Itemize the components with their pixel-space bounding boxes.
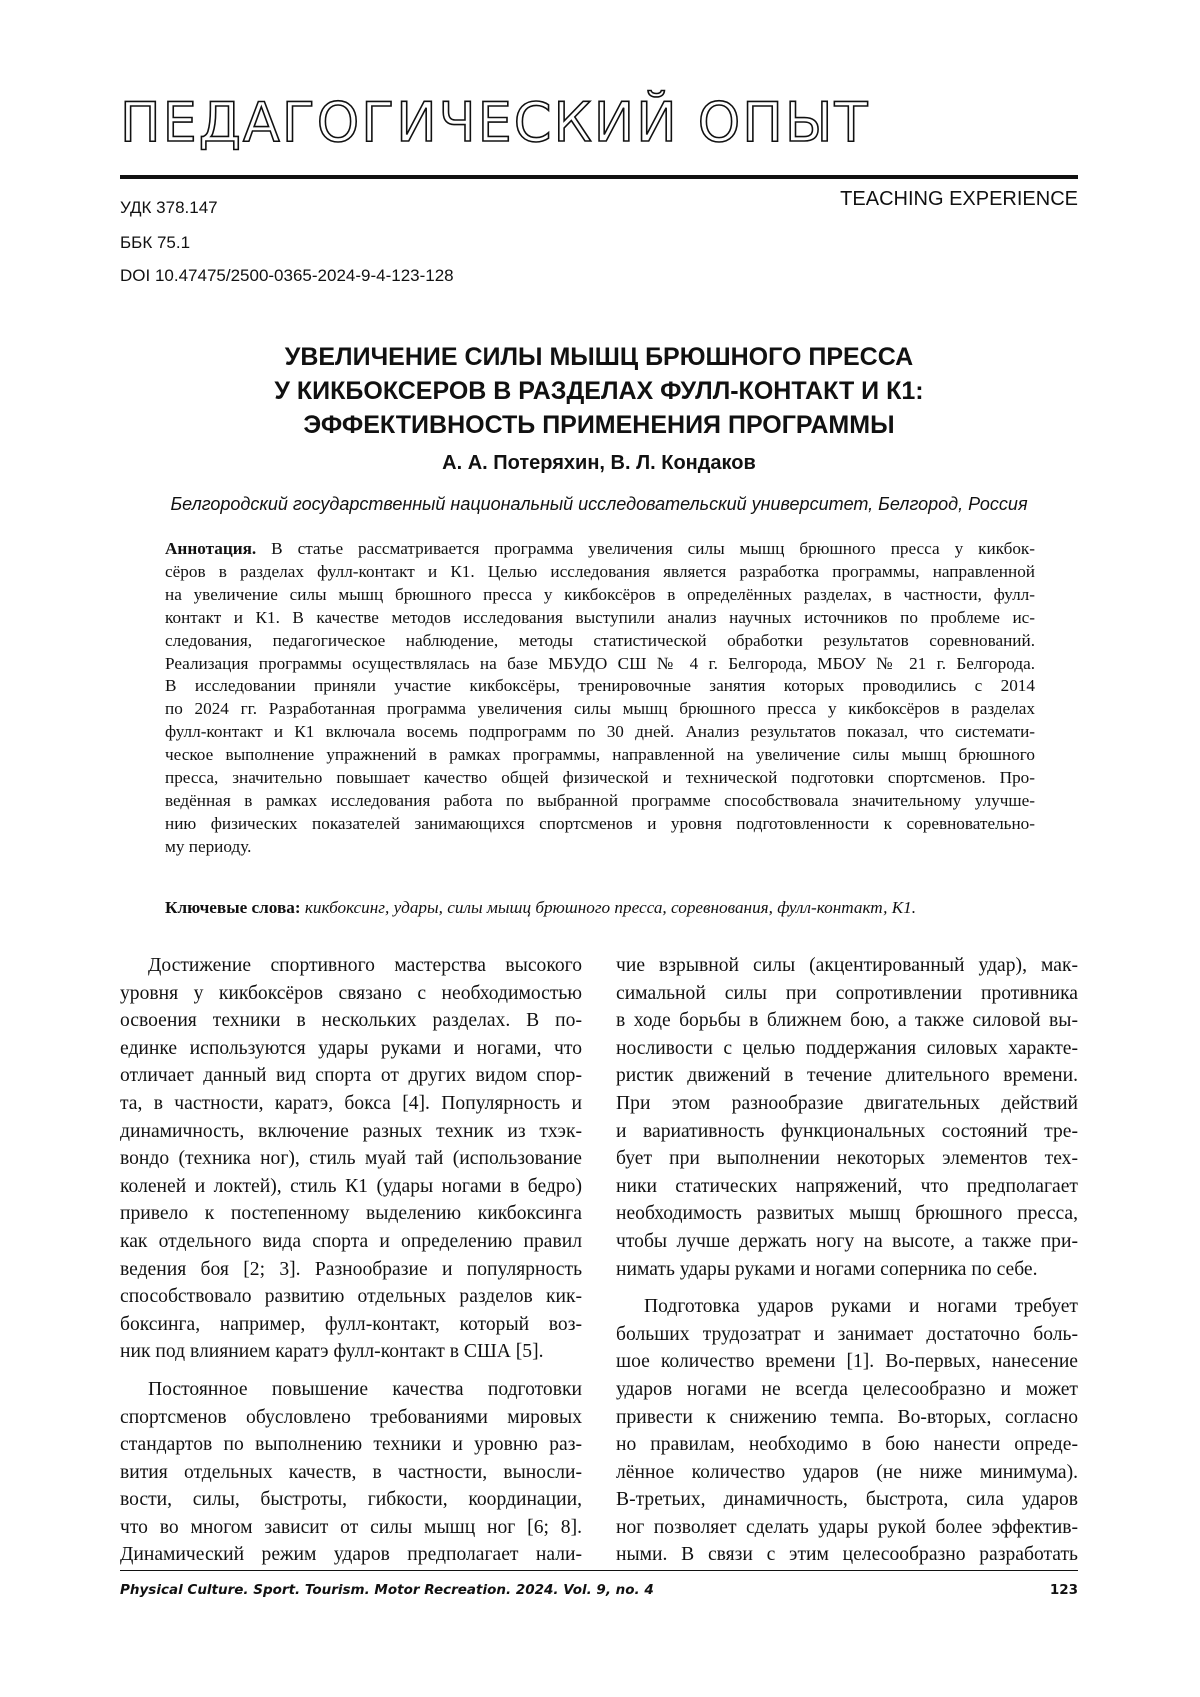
body-line: бует при выполнении некоторых элементов тех- — [616, 1148, 1078, 1170]
abstract-line: ведённая в рамках исследования работа по выбранной программе способствовала значительному улучше- — [165, 790, 1035, 810]
keywords-text: кикбоксинг, удары, силы мышц брюшного пресса, соревнования, фулл-контакт, К1. — [300, 898, 917, 917]
keywords-label: Ключевые слова: — [165, 898, 301, 917]
abstract-line: ческое выполнение упражнений в рамках программы, направленной на увеличение силы мышц брюшного — [165, 745, 1035, 765]
abstract-line: фулл-контакт и К1 включала восемь подпрограмм по 30 дней. Анализ результатов показал, что системати- — [165, 722, 1035, 742]
body-line: та, в частности, каратэ, бокса [4]. Популярность и — [120, 1092, 582, 1114]
abstract-line: по 2024 гг. Разработанная программа увеличения силы мышц брюшного пресса у кикбоксёров в разделах — [165, 699, 1035, 719]
abstract-line: сёров в разделах фулл-контакт и К1. Целью исследования является разработка программы, направленной — [165, 561, 1035, 581]
body-line: лённое количество ударов (не ниже минимума). — [616, 1461, 1078, 1483]
body-line: ными. В связи с этим целесообразно разработать — [616, 1544, 1078, 1566]
abstract-label: Аннотация. — [165, 539, 257, 558]
body-column-right — [616, 952, 1078, 1569]
abstract — [165, 538, 1035, 859]
authors: А. А. Потеряхин, В. Л. Кондаков — [442, 452, 756, 474]
article-title — [120, 340, 1078, 442]
body-line: ударов ногами не всегда целесообразно и может — [616, 1378, 1078, 1400]
abstract-line: пресса, значительно повышает качество общей физической и технической подготовки спортсменов. Про- — [165, 768, 1035, 788]
body-line: стандартов по выполнению техники и уровню раз- — [120, 1434, 582, 1456]
abstract-line: на увеличение силы мышц брюшного пресса у кикбоксёров в определённых разделах, в частности, фулл- — [165, 584, 1035, 604]
doi: DOI 10.47475/2500-0365-2024-9-4-123-128 — [120, 266, 454, 285]
abstract-line: му периоду. — [165, 836, 252, 856]
body-line: ник под влиянием каратэ фулл-контакт в США [5]. — [120, 1341, 544, 1363]
body-line: уровня у кикбоксёров связано с необходимостью — [120, 982, 582, 1004]
abstract-line: В исследовании приняли участие кикбоксёры, тренировочные занятия которых проводились с 2014 — [165, 676, 1035, 696]
section-title: ПЕДАГОГИЧЕСКИЙ ОПЫТ — [120, 91, 870, 154]
body-line: в ходе борьбы в ближнем бою, а также силовой вы- — [616, 1010, 1078, 1032]
body-line: отличает данный вид спорта от других видом спор- — [120, 1065, 582, 1087]
body-line: шое количество времени [1]. Во-первых, нанесение — [616, 1351, 1078, 1373]
body-line: коленей и локтей), стиль К1 (удары ногами в бедро) — [120, 1175, 582, 1197]
body-line: привело к постепенному выделению кикбоксинга — [120, 1203, 582, 1225]
body-line: что во многом зависит от силы мышц ног [6; 8]. — [120, 1516, 582, 1538]
body-line: боксинга, например, фулл-контакт, который воз- — [120, 1313, 582, 1335]
body-line: Постоянное повышение качества подготовки — [148, 1378, 582, 1400]
body-line: Динамический режим ударов предполагает нали- — [120, 1544, 582, 1566]
body-line: вости, силы, быстроты, гибкости, координации, — [120, 1489, 582, 1511]
body-line: нимать удары руками и ногами соперника по себе. — [616, 1258, 1038, 1280]
udk-code: УДК 378.147 — [120, 198, 218, 217]
body-line: вондо (техника ног), стиль муай тай (использование — [120, 1148, 582, 1170]
body-line: вития отдельных качеств, в частности, выносли- — [120, 1461, 582, 1483]
abstract-line: следования, педагогическое наблюдение, методы статистической обработки результатов соревнований. — [165, 630, 1035, 650]
footer-rule — [120, 1570, 1078, 1571]
body-line: больших трудозатрат и занимает достаточно боль- — [616, 1323, 1078, 1345]
body-line: чие взрывной силы (акцентированный удар), мак- — [616, 955, 1078, 976]
title-line: У КИКБОКСЕРОВ В РАЗДЕЛАХ ФУЛЛ-КОНТАКТ И К1: — [274, 377, 924, 405]
abstract-line: нию физических показателей занимающихся спортсменов и уровня подготовленности к соревновательно- — [165, 813, 1035, 833]
body-line: но правилам, необходимо в бою нанести опреде- — [616, 1434, 1078, 1456]
section-title-en: TEACHING EXPERIENCE — [840, 188, 1078, 210]
journal-citation: Physical Culture. Sport. Tourism. Motor Recreation. 2024. Vol. 9, no. 4 — [120, 1582, 654, 1598]
body-line: привести к снижению темпа. Во-вторых, согласно — [616, 1406, 1078, 1428]
body-column-left — [120, 952, 582, 1569]
body-line: ведения боя [2; 3]. Разнообразие и популярность — [120, 1258, 582, 1280]
body-line: носливости с целью поддержания силовых характе- — [616, 1037, 1078, 1059]
abstract-line — [165, 538, 1035, 561]
body-line: В-третьих, динамичность, быстрота, сила ударов — [616, 1489, 1078, 1511]
body-line: необходимость развитых мышц брюшного пресса, — [616, 1203, 1078, 1225]
title-line: ЭФФЕКТИВНОСТЬ ПРИМЕНЕНИЯ ПРОГРАММЫ — [303, 411, 895, 439]
bbk-code: ББК 75.1 — [120, 233, 191, 252]
body-line: ристик движений в течение длительного времени. — [616, 1065, 1078, 1087]
body-line: освоения техники в нескольких разделах. В по- — [120, 1010, 582, 1032]
body-line: Достижение спортивного мастерства высокого — [148, 955, 582, 976]
body-line: При этом разнообразие двигательных действий — [616, 1092, 1078, 1114]
keywords — [165, 898, 1065, 918]
title-line: УВЕЛИЧЕНИЕ СИЛЫ МЫШЦ БРЮШНОГО ПРЕССА — [284, 343, 914, 371]
body-line: способствовало развитию отдельных разделов кик- — [120, 1286, 582, 1308]
affiliation: Белгородский государственный национальный исследовательский университет, Белгород, Россия — [170, 494, 1028, 514]
body-line: динамичность, включение разных техник из тхэк- — [120, 1120, 582, 1142]
body-line: и вариативность функциональных состояний тре- — [616, 1120, 1078, 1142]
body-line: ног позволяет сделать удары рукой более эффектив- — [616, 1516, 1078, 1538]
abstract-line: контакт и К1. В качестве методов исследования выступили анализ научных источников по проблеме ис- — [165, 607, 1035, 627]
body-line: как отдельного вида спорта и определению правил — [120, 1230, 582, 1252]
body-line: симальной силы при сопротивлении противника — [616, 982, 1078, 1004]
body-line: Подготовка ударов руками и ногами требует — [644, 1296, 1078, 1318]
body-line: единке используются удары руками и ногами, что — [120, 1037, 582, 1059]
abstract-text: В статье рассматривается программа увеличения силы мышц брюшного пресса у кикбок- — [256, 539, 1035, 558]
body-line: чтобы лучше держать ногу на высоте, а также при- — [616, 1230, 1078, 1252]
page-number: 123 — [1049, 1582, 1078, 1598]
body-line: ники статических напряжений, что предполагает — [616, 1175, 1078, 1197]
abstract-line: Реализация программы осуществлялась на базе МБУДО СШ № 4 г. Белгорода, МБОУ № 21 г. Белгорода. — [165, 653, 1035, 673]
header-rule — [120, 175, 1078, 179]
body-line: спортсменов обусловлено требованиями мировых — [120, 1406, 582, 1428]
